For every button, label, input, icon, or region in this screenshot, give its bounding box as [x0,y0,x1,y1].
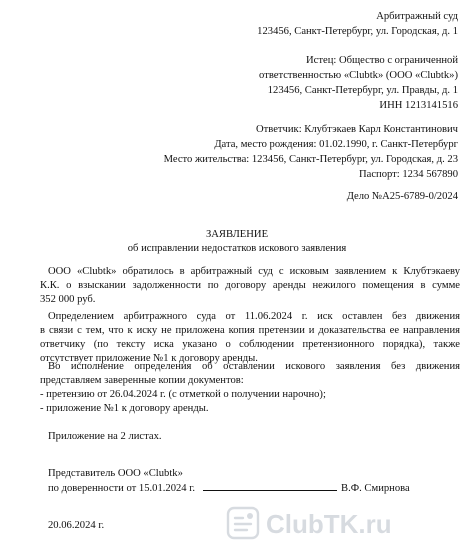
watermark-text: ClubTK.ru [266,509,392,539]
signature-position: Представитель ООО «Clubtk» [48,468,183,479]
list-item: - претензию от 26.04.2024 г. (с отметкой о получении нарочно); [40,389,326,400]
paragraph-line: в связи с тем, что к иску не приложена копия претензии и доказательства ее направления [40,325,460,336]
defendant-passport: Паспорт: 1234 567890 [358,169,458,180]
plaintiff-block [259,54,458,114]
signature-block [48,467,410,495]
signature-line-row [48,481,410,495]
paragraph-line: 352 000 руб. [40,294,96,305]
list-item: - приложение №1 к договору аренды. [40,403,209,414]
paragraph-line: Во исполнение определения об оставлении искового заявления без движения [48,361,460,372]
paragraph-claim [40,265,460,307]
document-title: ЗАЯВЛЕНИЕ [205,229,269,240]
defendant-block [164,123,458,183]
paragraph-line: отсутствует приложение №1 к договору аренды. [40,353,258,364]
signature-name: В.Ф. Смирнова [341,483,410,494]
defendant-birth: Дата, место рождения: 01.02.1990, г. Санкт-Петербург [214,139,458,150]
plaintiff-line1: Истец: Общество с ограниченной [306,55,458,66]
signature-underline [203,481,337,491]
clubtk-watermark-logo [224,502,468,544]
watermark-emblem-icon [228,508,258,538]
attachment-note: Приложение на 2 листах. [48,431,162,442]
document-date: 20.06.2024 г. [48,520,105,531]
paragraph-line: К.К. о взыскании задолженности по договору аренды нежилого помещения в сумме [40,280,460,291]
court-block [257,10,458,40]
case-number: Дело №А25-6789-0/2024 [346,191,458,202]
paragraph-line: ООО «Clubtk» обратилось в арбитражный суд с исковым заявлением к Клубтэкаеву [48,266,460,277]
signature-authority: по доверенности от 15.01.2024 г. [48,483,196,494]
document-subtitle: об исправлении недостатков искового заявления [127,243,347,254]
plaintiff-line2: ответственностью «Clubtk» (ООО «Clubtk») [259,70,458,81]
paragraph-fulfillment [40,360,460,416]
paragraph-line: ответчику (по тексту иска указано о соблюдении претензионного порядка), также [40,339,460,350]
defendant-name: Ответчик: Клубтэкаев Карл Константинович [256,124,458,135]
plaintiff-inn: ИНН 1213141516 [379,100,458,111]
court-name: Арбитражный суд [376,11,458,22]
court-address: 123456, Санкт-Петербург, ул. Городская, д. 1 [257,26,458,37]
paragraph-ruling [40,310,460,366]
paragraph-line: представляем заверенные копии документов: [40,375,244,386]
plaintiff-address: 123456, Санкт-Петербург, ул. Правды, д. 1 [267,85,458,96]
defendant-residence: Место жительства: 123456, Санкт-Петербург, ул. Городская, д. 23 [163,154,458,165]
paragraph-line: Определением арбитражного суда от 11.06.2024 г. иск оставлен без движения [48,311,460,322]
